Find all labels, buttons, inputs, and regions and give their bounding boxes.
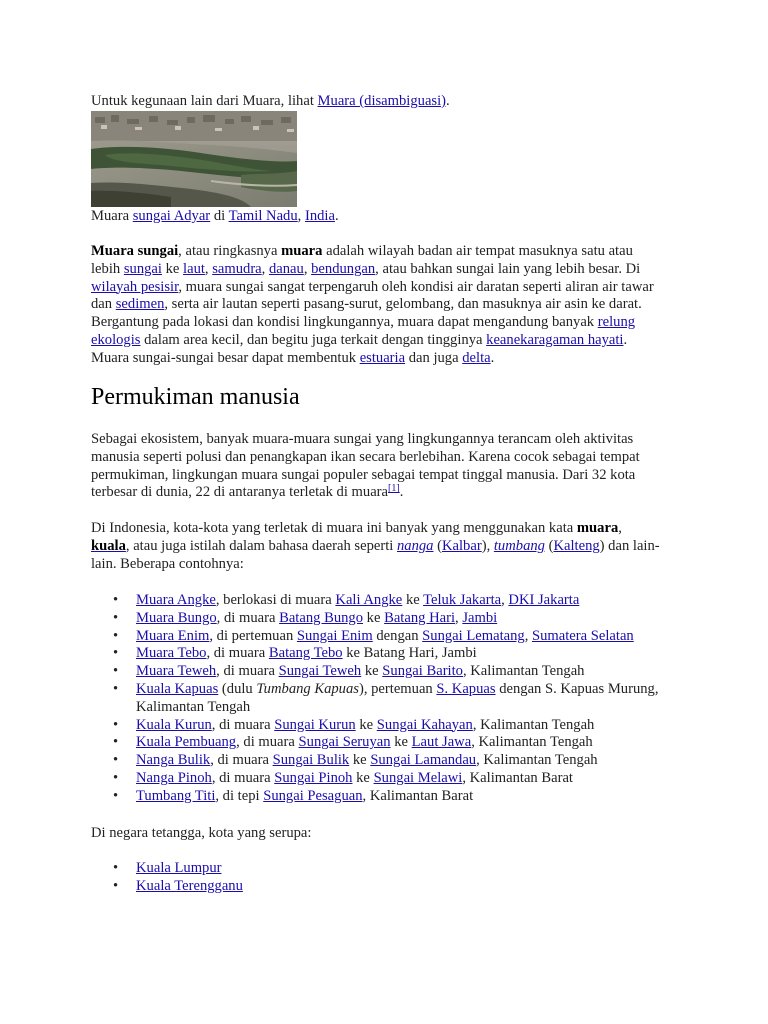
neighbor-countries-intro: Di negara tetangga, kota yang serupa:: [91, 825, 312, 841]
link-tumbang[interactable]: [494, 538, 545, 554]
bullet: •: [113, 716, 119, 733]
text: , di muara: [216, 663, 279, 680]
link-kalbar[interactable]: Kalbar: [441, 537, 482, 554]
indonesia-paragraph: [91, 520, 660, 573]
settlement-paragraph: [91, 431, 640, 502]
caption-text: Muara: [91, 208, 133, 224]
list-link[interactable]: Muara Tebo: [136, 645, 207, 662]
text: Di Indonesia, kota-kota yang terletak di muara ini banyak yang menggunakan kata: [91, 520, 577, 536]
text: , Kalimantan Tengah: [471, 734, 593, 751]
text: ,: [455, 609, 463, 626]
text-line: [91, 296, 654, 314]
disambiguation-link[interactable]: Muara (disambiguasi): [317, 93, 447, 109]
list-link[interactable]: Tumbang Titi: [136, 787, 216, 804]
link-keanekaragaman-hayati[interactable]: keanekaragaman hayati: [486, 331, 624, 348]
text: dan: [91, 296, 116, 313]
text: ), pertemuan: [358, 680, 437, 697]
list-link[interactable]: Jambi: [462, 609, 498, 626]
text: ke: [349, 752, 371, 769]
list-link[interactable]: Sungai Pesaguan: [263, 787, 363, 804]
text: .: [623, 331, 628, 348]
list-link[interactable]: Batang Tebo: [268, 645, 343, 662]
list-link[interactable]: S. Kapuas: [436, 680, 496, 697]
list-item: [91, 628, 659, 646]
link-sungai[interactable]: sungai: [123, 260, 162, 277]
list-link[interactable]: Muara Bungo: [136, 609, 217, 626]
link-relung-ekologis[interactable]: ekologis: [91, 331, 141, 348]
text-line: permukiman, lingkungan muara sungai populer sebagai tempat tinggal manusia. Dari 32 kota: [91, 466, 636, 483]
text: ),: [481, 537, 494, 554]
text: , di pertemuan: [209, 627, 297, 644]
list-link[interactable]: Sungai Lamandau: [370, 752, 477, 769]
caption-text: .: [334, 208, 339, 224]
list-link[interactable]: Muara Angke: [136, 592, 216, 608]
text: terbesar di dunia, 22 di antaranya terletak di muara: [91, 484, 389, 501]
text: , Kalimantan Barat: [462, 769, 573, 786]
list-link[interactable]: Kali Angke: [335, 592, 403, 608]
text: ,: [204, 260, 213, 277]
text: , Kalimantan Tengah: [472, 716, 595, 733]
link-estuaria[interactable]: estuaria: [359, 349, 406, 366]
text: .: [399, 484, 404, 501]
bullet: •: [113, 734, 119, 751]
text: , Kalimantan Barat: [362, 787, 474, 804]
bullet: •: [113, 663, 119, 680]
text: , di muara: [211, 769, 275, 786]
text: ke: [352, 769, 374, 786]
list-item: [91, 610, 659, 628]
list-link[interactable]: Sungai Kurun: [274, 716, 356, 733]
list-link[interactable]: Teluk Jakarta: [423, 592, 502, 608]
text: , atau ringkasnya: [178, 243, 282, 259]
list-item: [91, 752, 659, 770]
text-line: [91, 279, 654, 297]
text: , di muara: [210, 752, 273, 769]
text: (dulu: [218, 680, 257, 697]
list-link[interactable]: Nanga Pinoh: [136, 769, 212, 786]
text-line: lain. Beberapa contohnya:: [91, 555, 244, 572]
text: lebih: [91, 260, 124, 277]
reference-link[interactable]: [1]: [388, 483, 400, 495]
list-link[interactable]: Sungai Enim: [296, 627, 373, 644]
list-link[interactable]: Sungai Bulik: [272, 752, 350, 769]
list-item: [91, 645, 659, 663]
estuary-photo[interactable]: [91, 111, 297, 207]
list-link[interactable]: Nanga Bulik: [136, 752, 211, 769]
link-tamil-nadu[interactable]: Tamil Nadu: [228, 208, 298, 224]
text: , di muara: [216, 609, 280, 626]
text-line: Sebagai ekosistem, banyak muara-muara sungai yang lingkungannya terancam oleh aktivitas: [91, 431, 634, 447]
text-line: [91, 520, 660, 538]
text-line: [91, 538, 660, 556]
text: (: [433, 537, 442, 554]
text: , berlokasi di muara: [215, 592, 336, 608]
list-link[interactable]: Sungai Seruyan: [298, 734, 391, 751]
list-link[interactable]: DKI Jakarta: [508, 592, 580, 608]
bold-term: Muara sungai: [91, 243, 179, 259]
bullet: •: [113, 787, 119, 804]
list-link[interactable]: Sungai Melawi: [373, 769, 463, 786]
list-link[interactable]: Kuala Kurun: [136, 716, 212, 733]
list-link[interactable]: Kuala Terengganu: [136, 877, 243, 894]
bold-link-text: kuala: [91, 537, 126, 554]
bullet: •: [113, 860, 119, 876]
bullet: •: [113, 645, 119, 662]
link-wilayah-pesisir[interactable]: wilayah pesisir: [91, 278, 179, 295]
list-link[interactable]: Sungai Kahayan: [376, 716, 473, 733]
text: .: [490, 349, 495, 366]
text: ,: [524, 627, 533, 644]
hatnote: [91, 93, 450, 111]
list-link[interactable]: Batang Hari: [384, 609, 456, 626]
list-item: [91, 663, 659, 681]
list-link[interactable]: Kuala Lumpur: [136, 860, 222, 876]
italic-link-text: nanga: [396, 537, 434, 554]
link-sungai-adyar[interactable]: sungai Adyar: [132, 208, 211, 224]
text: , di muara: [236, 734, 299, 751]
bullet: •: [113, 609, 119, 626]
text-line: [91, 261, 654, 279]
image-caption: [91, 208, 339, 226]
text: , Kalimantan Tengah: [476, 752, 598, 769]
text: , di tepi: [215, 787, 264, 804]
list-link[interactable]: Kuala Kapuas: [136, 680, 219, 697]
text: ke: [363, 609, 385, 626]
link-sedimen[interactable]: sedimen: [115, 296, 165, 313]
link-kalteng[interactable]: Kalteng: [553, 537, 600, 554]
list-link[interactable]: Laut Jawa: [411, 734, 472, 751]
text: Muara sungai-sungai besar dapat membentuk: [91, 349, 360, 366]
neighbor-city-list: [91, 860, 243, 896]
text: , di muara: [211, 716, 275, 733]
bullet: •: [113, 592, 119, 608]
text-line: [91, 350, 654, 368]
text: dengan S. Kapuas Murung,: [495, 680, 659, 697]
bullet: •: [113, 680, 119, 697]
text: ,: [618, 520, 622, 536]
link-kuala[interactable]: [91, 538, 126, 554]
text-line: [91, 332, 654, 350]
text: (: [544, 537, 554, 554]
text: ke: [402, 592, 424, 608]
bold-term: muara: [576, 520, 619, 536]
list-link[interactable]: Sungai Pinoh: [274, 769, 353, 786]
list-link[interactable]: Batang Bungo: [279, 609, 364, 626]
text: ,: [303, 260, 312, 277]
link-laut[interactable]: laut: [183, 260, 205, 277]
list-link[interactable]: Muara Enim: [136, 627, 210, 644]
city-list: [91, 592, 659, 806]
text: ke: [355, 716, 377, 733]
link-india[interactable]: India: [304, 208, 335, 224]
text: dan juga: [405, 349, 463, 366]
list-link[interactable]: Sungai Lematang: [422, 627, 525, 644]
text-line: manusia seperti polusi dan penangkapan ikan secara berlebihan. Karena cocok sebagai tempat: [91, 448, 640, 465]
text: ke: [390, 734, 412, 751]
link-nanga[interactable]: [397, 538, 433, 554]
text: adalah wilayah badan air tempat masuknya satu atau: [322, 243, 633, 259]
list-link[interactable]: Sumatera Selatan: [532, 627, 634, 644]
list-item: [91, 681, 659, 717]
text: , di muara: [206, 645, 269, 662]
list-link[interactable]: Kuala Pembuang: [136, 734, 237, 751]
list-item: [91, 878, 243, 896]
link-samudra[interactable]: samudra: [212, 260, 262, 277]
text-line: [91, 243, 654, 261]
italic-text: Tumbang Kapuas: [256, 680, 359, 697]
text: ke: [361, 663, 383, 680]
hatnote-text: Untuk kegunaan lain dari Muara, lihat: [91, 93, 318, 109]
intro-paragraph: [91, 243, 654, 368]
link-bendungan[interactable]: bendungan: [311, 260, 376, 277]
text: ) dan lain-: [599, 537, 660, 554]
link-relung-ekologis[interactable]: relung: [597, 314, 636, 331]
list-item: [91, 788, 659, 806]
text: ,: [501, 592, 509, 608]
text: , serta air lautan seperti pasang-surut, gelombang, dan masuknya air asin ke darat.: [164, 296, 642, 313]
caption-text: di: [210, 208, 229, 224]
text: , muara sungai sangat terpengaruh oleh kondisi air daratan seperti aliran air tawar: [178, 278, 654, 295]
text: dalam area kecil, dan begitu juga terkait dengan tingginya: [140, 331, 487, 348]
text: dengan: [372, 627, 423, 644]
list-link[interactable]: Muara Teweh: [136, 663, 217, 680]
text: , atau bahkan sungai lain yang lebih besar. Di: [375, 260, 641, 277]
bullet: •: [113, 769, 119, 786]
bullet: •: [113, 877, 119, 894]
list-item: [91, 770, 659, 788]
text: Bergantung pada lokasi dan kondisi lingkungannya, muara dapat mengandung banyak: [91, 314, 598, 331]
bullet: •: [113, 752, 119, 769]
italic-link-text: tumbang: [493, 537, 545, 554]
text: , Kalimantan Tengah: [462, 663, 585, 680]
bullet: •: [113, 627, 119, 644]
section-heading: Permukiman manusia: [91, 384, 300, 410]
text: ke Batang Hari, Jambi: [342, 645, 477, 662]
caption-text: ,: [297, 208, 305, 224]
link-danau[interactable]: danau: [268, 260, 304, 277]
link-delta[interactable]: delta: [462, 349, 491, 366]
list-link[interactable]: Sungai Barito: [382, 663, 463, 680]
text: , atau juga istilah dalam bahasa daerah seperti: [125, 537, 397, 554]
list-item: [91, 592, 659, 610]
list-item: [91, 734, 659, 752]
list-item: [91, 717, 659, 735]
hatnote-text: .: [446, 93, 450, 109]
text-line: [91, 484, 640, 502]
bold-term: muara: [281, 243, 323, 259]
text: ,: [261, 260, 269, 277]
list-item: [91, 860, 243, 878]
text: ke: [161, 260, 184, 277]
estuary-photo-image: [91, 111, 297, 207]
list-link[interactable]: Sungai Teweh: [278, 663, 362, 680]
text-line: [91, 314, 654, 332]
text: Kalimantan Tengah: [136, 698, 251, 715]
